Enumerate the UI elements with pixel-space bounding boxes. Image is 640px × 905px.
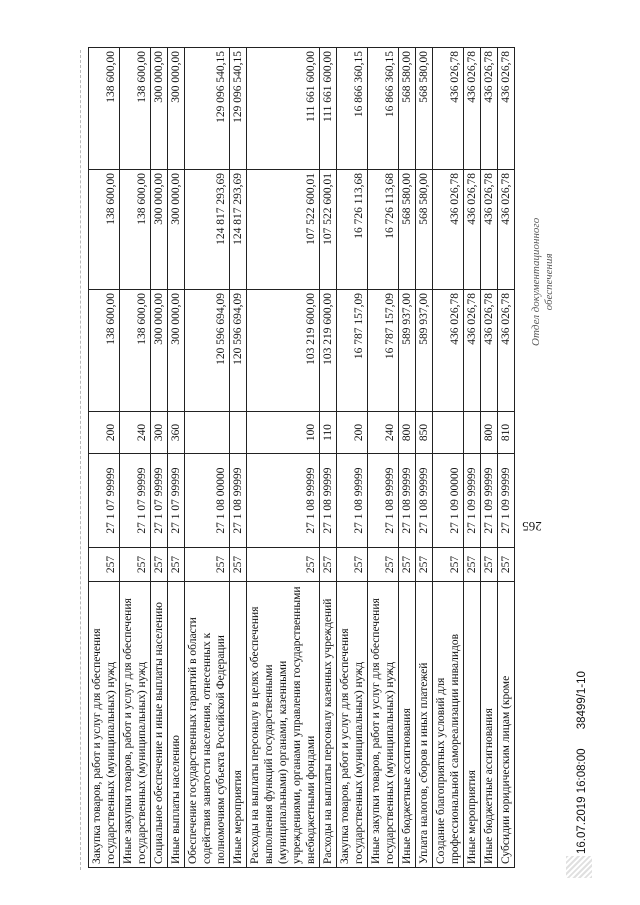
row-amount-2: 107 522 600,01 — [247, 170, 320, 290]
table-row — [168, 48, 185, 868]
row-amount-1: 589 937,00 — [416, 290, 433, 412]
footer — [576, 655, 588, 854]
row-expense-type: 800 — [481, 412, 498, 454]
row-expense-type: 850 — [416, 412, 433, 454]
row-amount-1: 120 596 694,09 — [185, 290, 230, 412]
row-ministry: 257 — [498, 548, 515, 582]
row-expense-type — [230, 412, 247, 454]
row-code: 27 1 08 99999 — [399, 454, 416, 548]
row-name: Иные мероприятия — [464, 582, 481, 868]
row-name: Иные бюджетные ассигнования — [481, 582, 498, 868]
table-row — [433, 48, 464, 868]
row-code: 27 1 08 99999 — [416, 454, 433, 548]
row-expense-type: 110 — [320, 412, 337, 454]
row-expense-type — [433, 412, 464, 454]
row-amount-2: 16 726 113,68 — [337, 170, 368, 290]
table-row — [185, 48, 230, 868]
row-ministry: 257 — [337, 548, 368, 582]
row-amount-3: 129 096 540,15 — [185, 48, 230, 170]
row-name: Обеспечение государственных гарантий в области содействия занятости населения, отнесенных к полномочиям субъекта Российской Федерации — [185, 582, 230, 868]
row-name: Уплата налогов, сборов и иных платежей — [416, 582, 433, 868]
row-amount-3: 568 580,00 — [416, 48, 433, 170]
row-name: Расходы на выплаты персоналу казенных учреждений — [320, 582, 337, 868]
row-code: 27 1 08 99999 — [320, 454, 337, 548]
row-code: 27 1 07 99999 — [120, 454, 151, 548]
table-row — [151, 48, 168, 868]
row-amount-3: 16 866 360,15 — [337, 48, 368, 170]
row-ministry: 257 — [89, 548, 120, 582]
row-name: Социальное обеспечение и иные выплаты населению — [151, 582, 168, 868]
table-row — [320, 48, 337, 868]
row-amount-1: 16 787 157,09 — [368, 290, 399, 412]
row-expense-type: 240 — [368, 412, 399, 454]
row-name: Иные мероприятия — [230, 582, 247, 868]
row-code: 27 1 08 99999 — [337, 454, 368, 548]
row-ministry: 257 — [481, 548, 498, 582]
table-row — [89, 48, 120, 868]
row-amount-2: 436 026,78 — [464, 170, 481, 290]
row-expense-type: 240 — [120, 412, 151, 454]
row-code: 27 1 08 00000 — [185, 454, 230, 548]
row-ministry: 257 — [399, 548, 416, 582]
footer-doc-id: 38499/1-10 — [576, 671, 588, 730]
row-name: Закупка товаров, работ и услуг для обеспечения государственных (муниципальных) нужд — [337, 582, 368, 868]
rotated-content — [78, 38, 598, 878]
row-amount-3: 16 866 360,15 — [368, 48, 399, 170]
row-expense-type: 360 — [168, 412, 185, 454]
row-name: Иные бюджетные ассигнования — [399, 582, 416, 868]
row-amount-2: 568 580,00 — [416, 170, 433, 290]
row-amount-3: 129 096 540,15 — [230, 48, 247, 170]
row-name: Иные закупки товаров, работ и услуг для обеспечения государственных (муниципальных) нужд — [120, 582, 151, 868]
row-ministry: 257 — [168, 548, 185, 582]
row-amount-1: 300 000,00 — [151, 290, 168, 412]
footer-datetime: 16.07.2019 16:08:00 — [576, 748, 588, 854]
row-name: Иные закупки товаров, работ и услуг для обеспечения государственных (муниципальных) нужд — [368, 582, 399, 868]
stamp-line-2: обеспечения — [543, 253, 555, 311]
row-amount-2: 16 726 113,68 — [368, 170, 399, 290]
row-expense-type: 200 — [89, 412, 120, 454]
row-code: 27 1 09 00000 — [433, 454, 464, 548]
stamp-line-1: Отдел документационного — [530, 217, 542, 346]
row-amount-1: 300 000,00 — [168, 290, 185, 412]
table-row — [247, 48, 320, 868]
row-amount-3: 436 026,78 — [433, 48, 464, 170]
table-row — [416, 48, 433, 868]
table-row — [368, 48, 399, 868]
row-expense-type — [185, 412, 230, 454]
table-row — [120, 48, 151, 868]
row-ministry: 257 — [368, 548, 399, 582]
row-name: Субсидии юридическим лицам (кроме — [498, 582, 515, 868]
row-amount-3: 300 000,00 — [168, 48, 185, 170]
row-ministry: 257 — [230, 548, 247, 582]
row-amount-1: 436 026,78 — [464, 290, 481, 412]
row-amount-3: 111 661 600,00 — [247, 48, 320, 170]
row-amount-3: 111 661 600,00 — [320, 48, 337, 170]
row-code: 27 1 08 99999 — [247, 454, 320, 548]
row-name: Создание благоприятных условий для профессиональной самореализации инвалидов — [433, 582, 464, 868]
row-amount-2: 436 026,78 — [498, 170, 515, 290]
row-amount-3: 138 600,00 — [89, 48, 120, 170]
row-ministry: 257 — [185, 548, 230, 582]
row-amount-3: 436 026,78 — [464, 48, 481, 170]
row-amount-2: 436 026,78 — [481, 170, 498, 290]
row-expense-type — [464, 412, 481, 454]
row-amount-1: 436 026,78 — [481, 290, 498, 412]
row-expense-type: 200 — [337, 412, 368, 454]
row-name: Закупка товаров, работ и услуг для обеспечения государственных (муниципальных) нужд — [89, 582, 120, 868]
row-code: 27 1 07 99999 — [168, 454, 185, 548]
department-stamp — [530, 218, 556, 346]
row-amount-3: 568 580,00 — [399, 48, 416, 170]
table-row — [399, 48, 416, 868]
row-expense-type: 100 — [247, 412, 320, 454]
row-amount-1: 16 787 157,09 — [337, 290, 368, 412]
row-code: 27 1 07 99999 — [151, 454, 168, 548]
scan-mark — [566, 856, 592, 878]
row-ministry: 257 — [151, 548, 168, 582]
row-amount-2: 436 026,78 — [433, 170, 464, 290]
budget-table — [88, 47, 515, 868]
row-expense-type: 810 — [498, 412, 515, 454]
row-amount-1: 103 219 600,00 — [320, 290, 337, 412]
row-amount-2: 138 600,00 — [120, 170, 151, 290]
row-amount-3: 300 000,00 — [151, 48, 168, 170]
row-amount-1: 103 219 600,00 — [247, 290, 320, 412]
page-number: 265 — [522, 519, 542, 534]
table-row — [481, 48, 498, 868]
row-amount-1: 436 026,78 — [433, 290, 464, 412]
row-amount-3: 436 026,78 — [498, 48, 515, 170]
row-code: 27 1 07 99999 — [89, 454, 120, 548]
row-amount-3: 138 600,00 — [120, 48, 151, 170]
row-ministry: 257 — [247, 548, 320, 582]
row-ministry: 257 — [464, 548, 481, 582]
row-amount-3: 436 026,78 — [481, 48, 498, 170]
row-amount-2: 568 580,00 — [399, 170, 416, 290]
row-amount-1: 120 596 694,09 — [230, 290, 247, 412]
row-ministry: 257 — [120, 548, 151, 582]
row-code: 27 1 09 99999 — [464, 454, 481, 548]
row-code: 27 1 09 99999 — [481, 454, 498, 548]
row-code: 27 1 09 99999 — [498, 454, 515, 548]
row-ministry: 257 — [320, 548, 337, 582]
row-amount-1: 138 600,00 — [120, 290, 151, 412]
row-code: 27 1 08 99999 — [368, 454, 399, 548]
top-cut-line — [80, 50, 81, 870]
row-amount-2: 300 000,00 — [151, 170, 168, 290]
row-amount-2: 124 817 293,69 — [185, 170, 230, 290]
row-amount-2: 124 817 293,69 — [230, 170, 247, 290]
row-ministry: 257 — [433, 548, 464, 582]
row-expense-type: 800 — [399, 412, 416, 454]
row-amount-2: 138 600,00 — [89, 170, 120, 290]
row-amount-1: 436 026,78 — [498, 290, 515, 412]
table-row — [337, 48, 368, 868]
table-row — [464, 48, 481, 868]
row-code: 27 1 08 99999 — [230, 454, 247, 548]
row-amount-2: 107 522 600,01 — [320, 170, 337, 290]
row-name: Иные выплаты населению — [168, 582, 185, 868]
row-name: Расходы на выплаты персоналу в целях обеспечения выполнения функций государственными (муниципальными) органами, казенными учреждениями, органами управления государственными внебюджетными фондами — [247, 582, 320, 868]
row-amount-1: 138 600,00 — [89, 290, 120, 412]
row-ministry: 257 — [416, 548, 433, 582]
row-amount-2: 300 000,00 — [168, 170, 185, 290]
table-row — [498, 48, 515, 868]
table-row — [230, 48, 247, 868]
row-expense-type: 300 — [151, 412, 168, 454]
row-amount-1: 589 937,00 — [399, 290, 416, 412]
